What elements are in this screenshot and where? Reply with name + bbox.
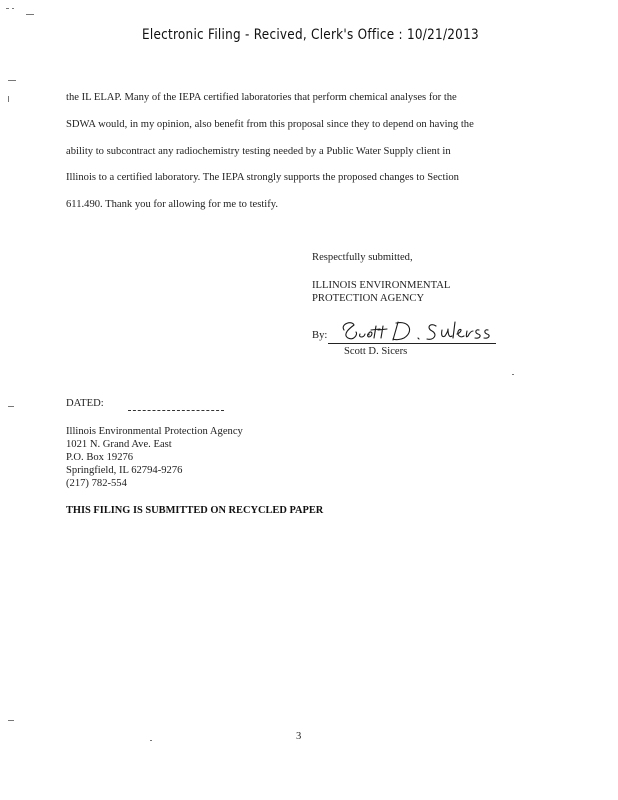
handwritten-signature [338,316,498,346]
scan-speck [8,80,16,81]
address-line: Illinois Environmental Protection Agency [66,426,243,437]
body-line: SDWA would, in my opinion, also benefit from this proposal since they to depend on having the [66,119,474,130]
scan-speck [150,740,152,741]
dated-label: DATED: [66,398,104,409]
page-number: 3 [296,731,302,742]
scan-speck [8,720,14,721]
agency-name-line2: PROTECTION AGENCY [312,293,425,304]
scan-speck [26,14,34,15]
scan-speck [12,8,14,9]
filing-stamp: Electronic Filing - Recived, Clerk's Office : 10/21/2013 [142,27,479,43]
address-line: 1021 N. Grand Ave. East [66,439,172,450]
body-line: the IL ELAP. Many of the IEPA certified laboratories that perform chemical analyses for the [66,92,457,103]
dated-blank-line [128,410,224,411]
body-line: ability to subcontract any radiochemistry testing needed by a Public Water Supply client in [66,146,451,157]
closing-text: Respectfully submitted, [312,252,413,263]
address-line: P.O. Box 19276 [66,452,134,463]
address-line: Springfield, IL 62794-9276 [66,465,183,476]
agency-name-line1: ILLINOIS ENVIRONMENTAL [312,280,451,291]
address-line: (217) 782-554 [66,478,127,489]
scan-speck [8,96,9,102]
scan-speck [8,406,14,407]
body-line: 611.490. Thank you for allowing for me to testify. [66,199,279,210]
signature-row [312,318,502,348]
body-line: Illinois to a certified laboratory. The IEPA strongly supports the proposed changes to Section [66,172,459,183]
signer-name: Scott D. Sicers [344,346,408,357]
scan-speck [6,8,9,9]
scan-speck [512,374,514,375]
by-label: By: [312,330,328,341]
recycled-paper-notice: THIS FILING IS SUBMITTED ON RECYCLED PAPER [66,505,324,516]
